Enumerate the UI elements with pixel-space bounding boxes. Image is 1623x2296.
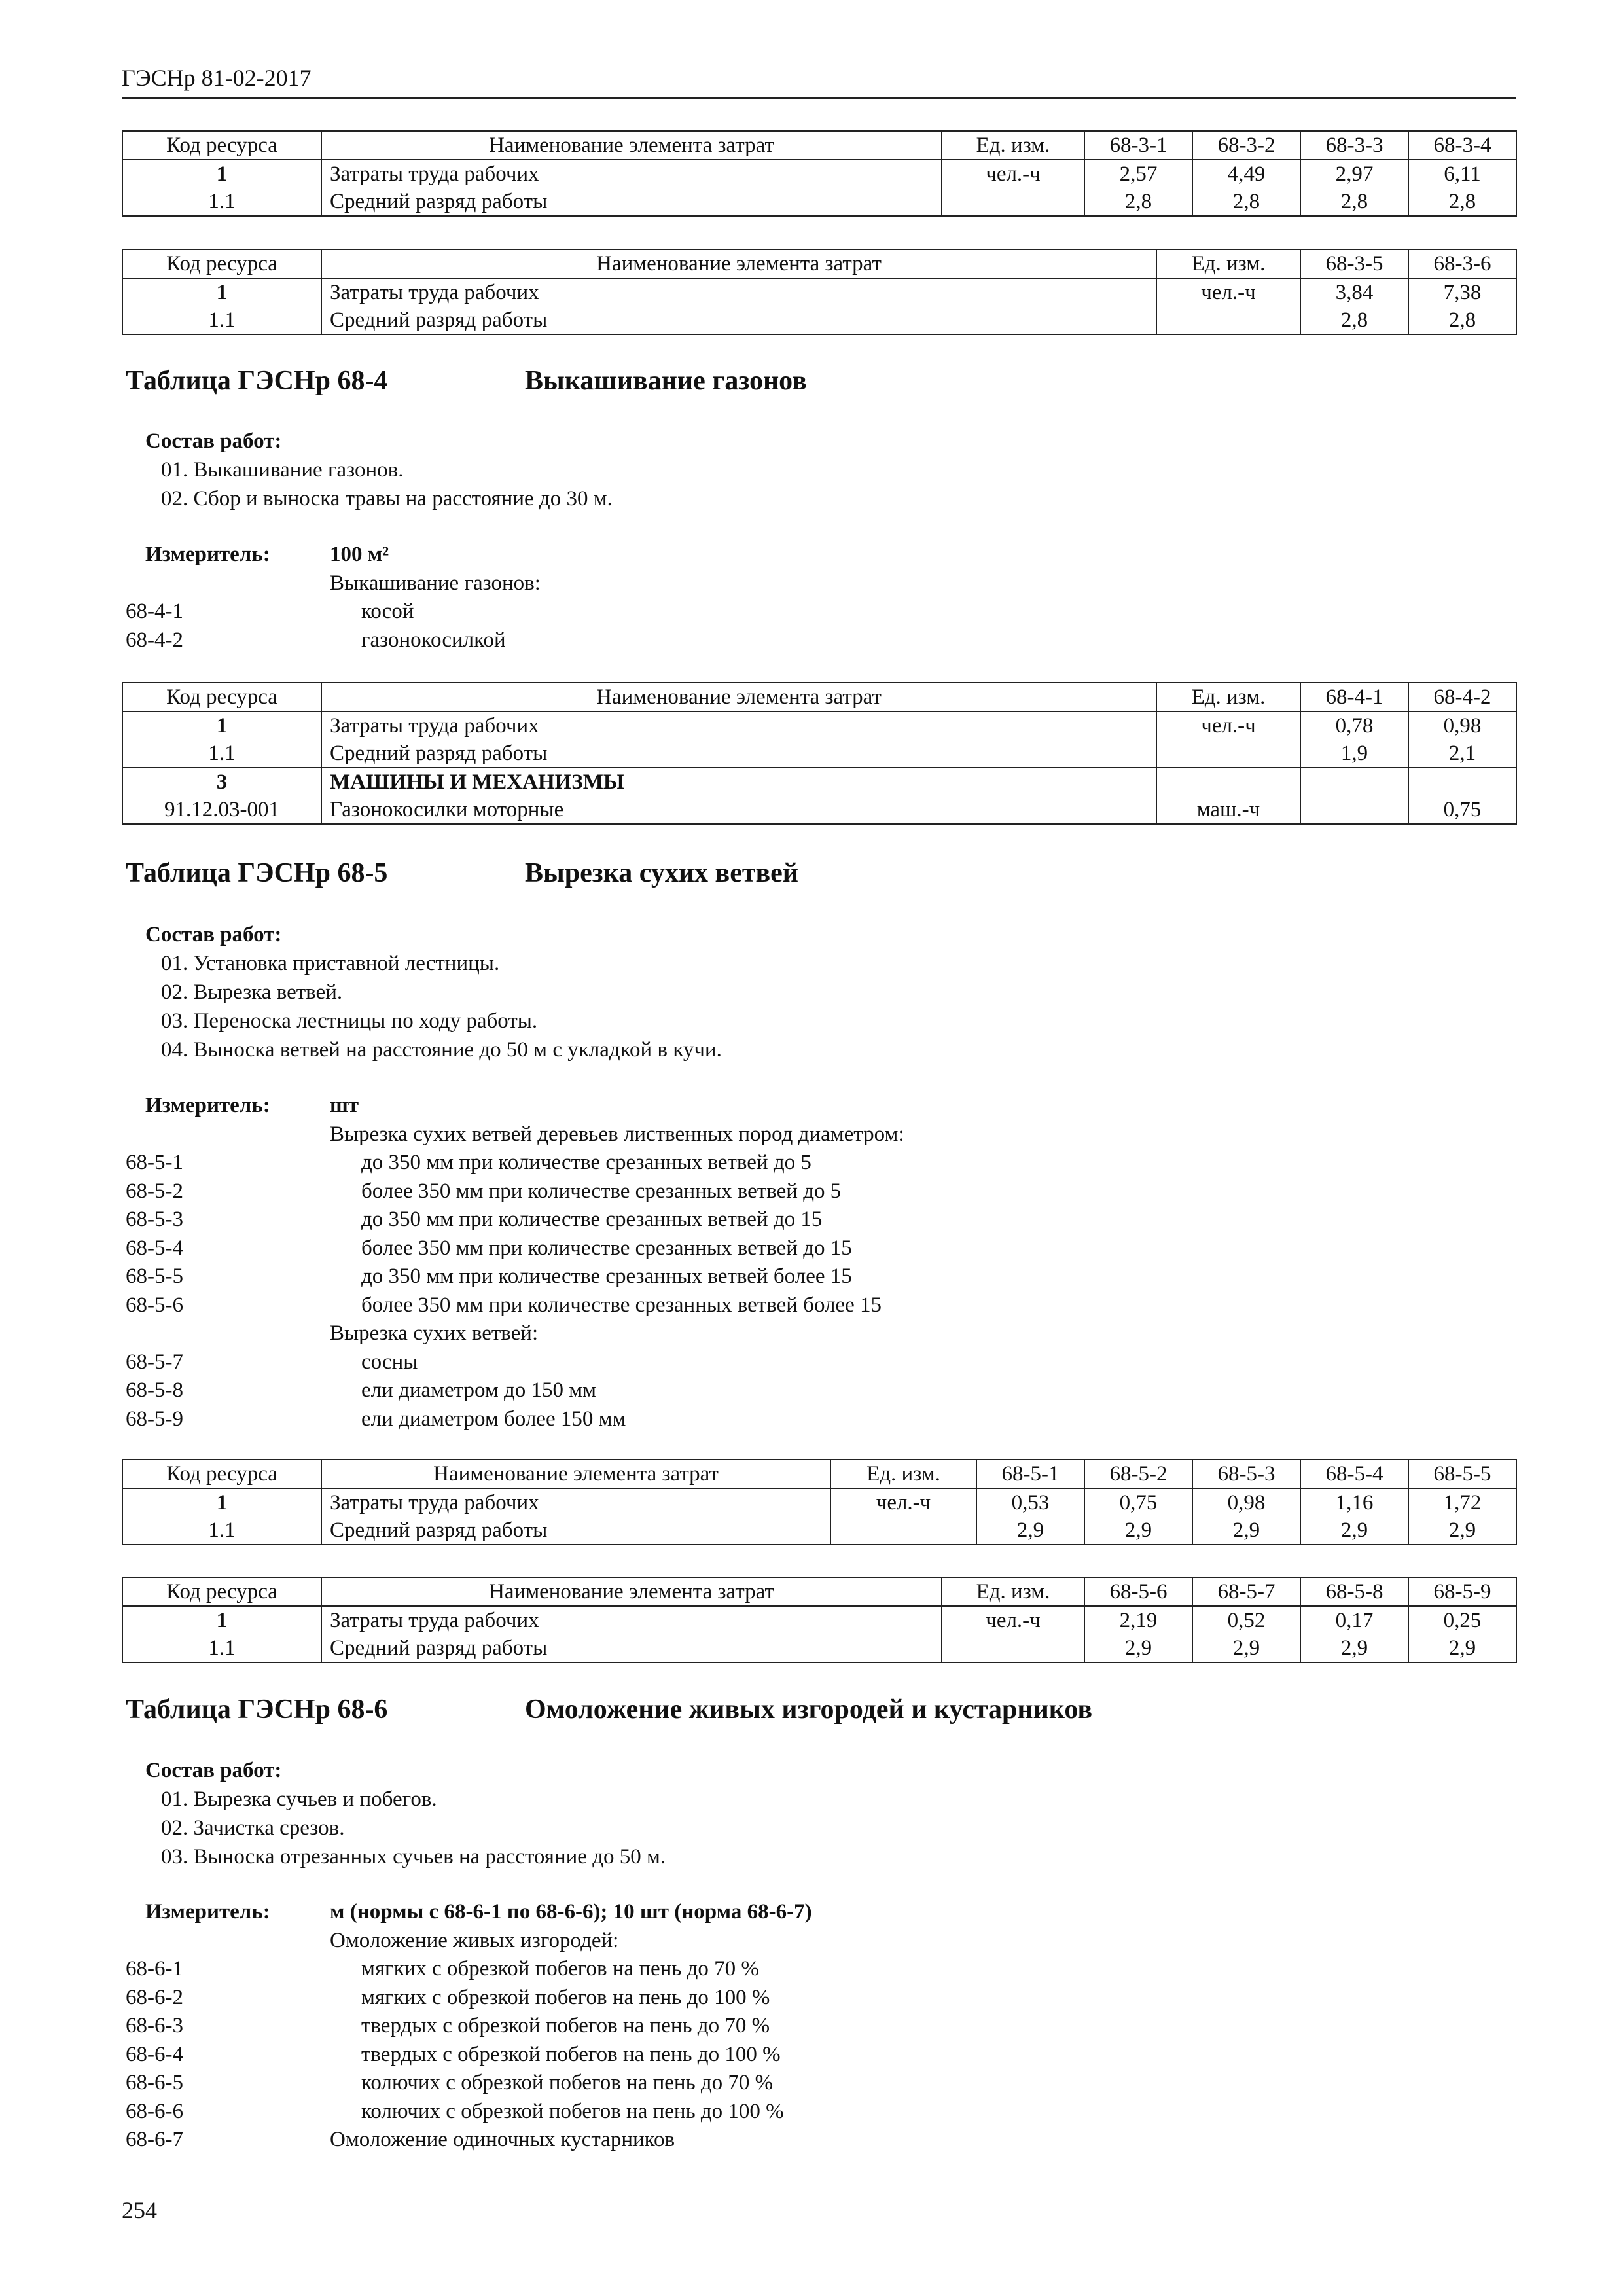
group-label: Вырезка сухих ветвей: xyxy=(330,1321,539,1345)
resource-code: 1.1 xyxy=(122,740,321,768)
resource-name: Затраты труда рабочих xyxy=(321,160,942,188)
table-header-row xyxy=(122,1577,1516,1606)
norm-value: 2,19 xyxy=(1084,1606,1192,1634)
norm-value: 7,38 xyxy=(1408,278,1516,306)
list-item: 68-5-4 более 350 мм при количестве срезанных ветвей до 15 xyxy=(126,1236,852,1260)
norm-value: 4,49 xyxy=(1192,160,1300,188)
col-code: Код ресурса xyxy=(122,131,321,160)
col-name: Наименование элемента затрат xyxy=(321,1460,830,1488)
work-item: 03. Переноска лестницы по ходу работы. xyxy=(161,1009,538,1033)
list-item: 68-5-9 ели диаметром более 150 мм xyxy=(126,1407,626,1431)
resource-unit: чел.-ч xyxy=(1156,278,1300,306)
resource-code: 1 xyxy=(122,278,321,306)
resource-code: 1.1 xyxy=(122,188,321,216)
table-number: Таблица ГЭСНр 68-6 xyxy=(126,1695,388,1725)
list-item: 68-6-3 твердых с обрезкой побегов на пень до 70 % xyxy=(126,2014,770,2037)
col-norm: 68-5-6 xyxy=(1084,1577,1192,1606)
list-item: 68-5-5 до 350 мм при количестве срезанных ветвей более 15 xyxy=(126,1265,852,1288)
section-title-68-6 xyxy=(126,1694,1093,1725)
resource-name: Средний разряд работы xyxy=(321,188,942,216)
measurer-label: Измеритель: xyxy=(145,543,270,566)
table-name: Омоложение живых изгородей и кустарников xyxy=(525,1695,1093,1725)
col-norm: 68-5-8 xyxy=(1300,1577,1408,1606)
works-composition-68-4 xyxy=(126,427,613,513)
list-item: 68-6-1 мягких с обрезкой побегов на пень до 70 % xyxy=(126,1957,759,1981)
col-unit: Ед. изм. xyxy=(1156,683,1300,711)
col-norm: 68-3-1 xyxy=(1084,131,1192,160)
table-row xyxy=(122,278,1516,306)
norm-value: 6,11 xyxy=(1408,160,1516,188)
table-number: Таблица ГЭСНр 68-5 xyxy=(126,858,388,888)
col-norm: 68-3-2 xyxy=(1192,131,1300,160)
works-label: Состав работ: xyxy=(145,429,282,453)
list-item: 68-4-1 косой xyxy=(126,600,414,623)
list-item: 68-6-2 мягких с обрезкой побегов на пень до 100 % xyxy=(126,1985,770,2009)
col-name: Наименование элемента затрат xyxy=(321,1577,942,1606)
col-norm: 68-4-1 xyxy=(1300,683,1408,711)
measurer-68-4 xyxy=(126,541,1369,655)
list-item: 68-5-3 до 350 мм при количестве срезанных ветвей до 15 xyxy=(126,1208,823,1231)
works-composition-68-6 xyxy=(126,1756,666,1871)
resource-name: Затраты труда рабочих xyxy=(321,711,1156,740)
list-item: 68-5-7 сосны xyxy=(126,1350,418,1374)
col-norm: 68-5-3 xyxy=(1192,1460,1300,1488)
col-name: Наименование элемента затрат xyxy=(321,683,1156,711)
list-item: 68-6-6 колючих с обрезкой побегов на пень до 100 % xyxy=(126,2099,784,2123)
table-name: Вырезка сухих ветвей xyxy=(525,858,799,888)
col-unit: Ед. изм. xyxy=(942,1577,1084,1606)
page-number: 254 xyxy=(122,2197,157,2223)
norm-value: 3,84 xyxy=(1300,278,1408,306)
resource-code: 1 xyxy=(122,1606,321,1634)
col-code: Код ресурса xyxy=(122,249,321,278)
norm-value: 2,8 xyxy=(1300,188,1408,216)
resource-unit: чел.-ч xyxy=(1156,711,1300,740)
norm-value: 2,9 xyxy=(1192,1516,1300,1545)
col-norm: 68-3-4 xyxy=(1408,131,1516,160)
resource-unit xyxy=(1156,768,1300,796)
norm-value: 2,9 xyxy=(1192,1634,1300,1662)
col-norm: 68-4-2 xyxy=(1408,683,1516,711)
norm-value: 2,8 xyxy=(1408,188,1516,216)
norm-value: 2,9 xyxy=(1408,1634,1516,1662)
resource-code: 3 xyxy=(122,768,321,796)
measurer-label: Измеритель: xyxy=(145,1900,270,1924)
norm-value xyxy=(1300,796,1408,824)
resource-unit xyxy=(1156,740,1300,768)
table-row xyxy=(122,711,1516,740)
group-label: Выкашивание газонов: xyxy=(330,571,541,595)
col-code: Код ресурса xyxy=(122,1460,321,1488)
resource-unit: маш.-ч xyxy=(1156,796,1300,824)
group-label: Вырезка сухих ветвей деревьев лиственных пород диаметром: xyxy=(330,1122,904,1146)
resource-unit: чел.-ч xyxy=(942,160,1084,188)
list-item: 68-6-4 твердых с обрезкой побегов на пень до 100 % xyxy=(126,2042,781,2066)
col-name: Наименование элемента затрат xyxy=(321,249,1156,278)
norm-value: 1,16 xyxy=(1300,1488,1408,1516)
work-item: 01. Вырезка сучьев и побегов. xyxy=(161,1787,437,1811)
resource-name: Затраты труда рабочих xyxy=(321,1606,942,1634)
work-item: 04. Выноска ветвей на расстояние до 50 м с укладкой в кучи. xyxy=(161,1038,722,1062)
norm-value: 0,98 xyxy=(1192,1488,1300,1516)
col-unit: Ед. изм. xyxy=(830,1460,976,1488)
table-row xyxy=(122,1516,1516,1545)
resource-code: 91.12.03-001 xyxy=(122,796,321,824)
norm-value: 0,78 xyxy=(1300,711,1408,740)
table-row xyxy=(122,1634,1516,1662)
table-header-row xyxy=(122,249,1516,278)
col-norm: 68-3-3 xyxy=(1300,131,1408,160)
resource-code: 1 xyxy=(122,160,321,188)
resource-name: Средний разряд работы xyxy=(321,1516,830,1545)
running-header: ГЭСНр 81-02-2017 xyxy=(122,64,1516,99)
norm-value: 2,9 xyxy=(1084,1516,1192,1545)
work-item: 01. Установка приставной лестницы. xyxy=(161,952,500,975)
norm-value: 0,52 xyxy=(1192,1606,1300,1634)
table-header-row xyxy=(122,131,1516,160)
list-item: 68-6-5 колючих с обрезкой побегов на пень до 70 % xyxy=(126,2071,774,2094)
norm-value: 2,57 xyxy=(1084,160,1192,188)
norm-value: 0,25 xyxy=(1408,1606,1516,1634)
resource-name: Затраты труда рабочих xyxy=(321,278,1156,306)
measurer-label: Измеритель: xyxy=(145,1094,270,1117)
norm-value: 0,53 xyxy=(976,1488,1084,1516)
norm-value: 0,75 xyxy=(1084,1488,1192,1516)
norm-value: 2,97 xyxy=(1300,160,1408,188)
list-item: 68-5-8 ели диаметром до 150 мм xyxy=(126,1378,597,1402)
work-item: 03. Выноска отрезанных сучьев на расстояние до 50 м. xyxy=(161,1845,666,1869)
table-header-row xyxy=(122,1460,1516,1488)
resource-unit xyxy=(942,1634,1084,1662)
table-row xyxy=(122,768,1516,796)
col-code: Код ресурса xyxy=(122,1577,321,1606)
section-title-68-4 xyxy=(126,365,807,397)
work-item: 02. Сбор и выноска травы на расстояние до 30 м. xyxy=(161,487,613,511)
col-norm: 68-5-5 xyxy=(1408,1460,1516,1488)
resource-name: МАШИНЫ И МЕХАНИЗМЫ xyxy=(321,768,1156,796)
resource-unit xyxy=(942,188,1084,216)
list-item: 68-4-2 газонокосилкой xyxy=(126,628,506,652)
measurer-value: 100 м² xyxy=(330,543,389,566)
list-item: 68-5-6 более 350 мм при количестве срезанных ветвей более 15 xyxy=(126,1293,882,1317)
resource-name: Средний разряд работы xyxy=(321,306,1156,334)
resource-unit xyxy=(1156,306,1300,334)
resource-code: 1.1 xyxy=(122,306,321,334)
work-item: 02. Зачистка срезов. xyxy=(161,1816,345,1840)
table-row xyxy=(122,1488,1516,1516)
norm-value: 2,8 xyxy=(1192,188,1300,216)
table-row xyxy=(122,1606,1516,1634)
col-norm: 68-5-2 xyxy=(1084,1460,1192,1488)
resource-unit: чел.-ч xyxy=(942,1606,1084,1634)
table-row xyxy=(122,740,1516,768)
col-norm: 68-3-6 xyxy=(1408,249,1516,278)
list-item: 68-6-7 Омоложение одиночных кустарников xyxy=(126,2128,675,2151)
norm-value: 0,75 xyxy=(1408,796,1516,824)
norm-value: 2,8 xyxy=(1408,306,1516,334)
works-label: Состав работ: xyxy=(145,923,282,946)
norm-value: 2,8 xyxy=(1300,306,1408,334)
norm-value: 2,9 xyxy=(1300,1516,1408,1545)
resource-name: Затраты труда рабочих xyxy=(321,1488,830,1516)
norm-value: 1,72 xyxy=(1408,1488,1516,1516)
resource-unit xyxy=(830,1516,976,1545)
resource-name: Средний разряд работы xyxy=(321,1634,942,1662)
table-row xyxy=(122,306,1516,334)
measurer-68-5 xyxy=(126,1092,1369,1433)
norm-value: 2,1 xyxy=(1408,740,1516,768)
col-name: Наименование элемента затрат xyxy=(321,131,942,160)
norm-value: 2,9 xyxy=(1084,1634,1192,1662)
norm-value: 2,8 xyxy=(1084,188,1192,216)
section-title-68-5 xyxy=(126,857,799,889)
col-norm: 68-5-1 xyxy=(976,1460,1084,1488)
col-code: Код ресурса xyxy=(122,683,321,711)
list-item: 68-5-1 до 350 мм при количестве срезанных ветвей до 5 xyxy=(126,1151,812,1174)
norm-value: 1,9 xyxy=(1300,740,1408,768)
table-number: Таблица ГЭСНр 68-4 xyxy=(126,366,388,396)
table-row xyxy=(122,160,1516,188)
resource-code: 1 xyxy=(122,711,321,740)
col-unit: Ед. изм. xyxy=(942,131,1084,160)
table-row xyxy=(122,796,1516,824)
norm-value xyxy=(1300,768,1408,796)
table-row xyxy=(122,188,1516,216)
table-68-3-part1 xyxy=(122,130,1517,217)
col-norm: 68-5-4 xyxy=(1300,1460,1408,1488)
resource-name: Газонокосилки моторные xyxy=(321,796,1156,824)
norm-value: 2,9 xyxy=(1408,1516,1516,1545)
norm-value: 2,9 xyxy=(976,1516,1084,1545)
list-item: 68-5-2 более 350 мм при количестве срезанных ветвей до 5 xyxy=(126,1179,842,1203)
col-norm: 68-3-5 xyxy=(1300,249,1408,278)
works-composition-68-5 xyxy=(126,920,722,1064)
works-label: Состав работ: xyxy=(145,1759,282,1782)
table-header-row xyxy=(122,683,1516,711)
resource-name: Средний разряд работы xyxy=(321,740,1156,768)
work-item: 02. Вырезка ветвей. xyxy=(161,980,343,1004)
resource-code: 1.1 xyxy=(122,1516,321,1545)
col-norm: 68-5-7 xyxy=(1192,1577,1300,1606)
table-68-5-part2 xyxy=(122,1577,1517,1663)
resource-code: 1.1 xyxy=(122,1634,321,1662)
table-name: Выкашивание газонов xyxy=(525,366,807,396)
measurer-value: шт xyxy=(330,1094,359,1117)
group-label: Омоложение живых изгородей: xyxy=(330,1928,619,1952)
norm-value: 0,98 xyxy=(1408,711,1516,740)
table-68-5-part1 xyxy=(122,1459,1517,1545)
table-68-3-part2 xyxy=(122,249,1517,335)
norm-value: 2,9 xyxy=(1300,1634,1408,1662)
norm-value xyxy=(1408,768,1516,796)
resource-unit: чел.-ч xyxy=(830,1488,976,1516)
col-unit: Ед. изм. xyxy=(1156,249,1300,278)
norm-value: 0,17 xyxy=(1300,1606,1408,1634)
resource-code: 1 xyxy=(122,1488,321,1516)
col-norm: 68-5-9 xyxy=(1408,1577,1516,1606)
table-68-4 xyxy=(122,682,1517,825)
measurer-value: м (нормы с 68-6-1 по 68-6-6); 10 шт (норма 68-6-7) xyxy=(330,1900,812,1924)
work-item: 01. Выкашивание газонов. xyxy=(161,458,404,482)
measurer-68-6 xyxy=(126,1898,1369,2155)
